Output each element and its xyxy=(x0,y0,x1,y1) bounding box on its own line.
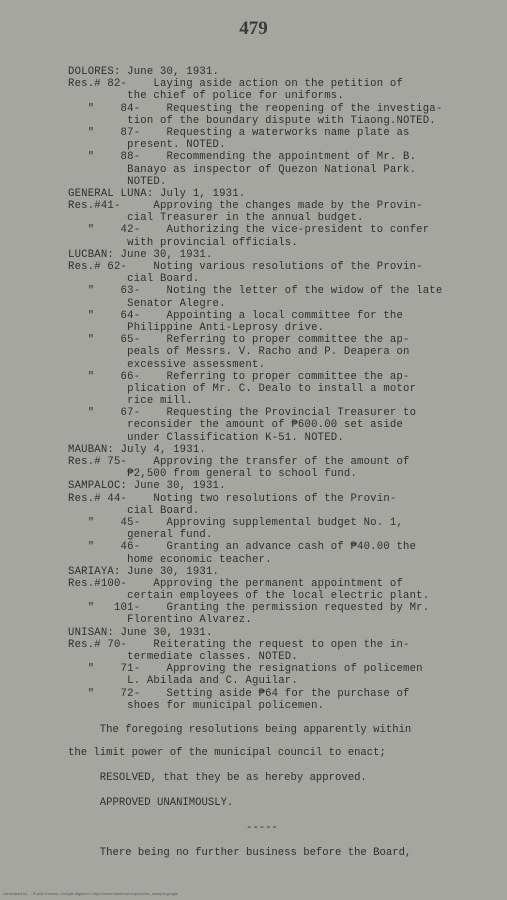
document-line: " 101- Granting the permission requested by Mr. xyxy=(68,602,430,615)
document-line: SAMPALOC: June 30, 1931. xyxy=(68,480,226,493)
document-line: plication of Mr. C. Dealo to install a motor xyxy=(68,382,417,395)
document-line: " 42- Authorizing the vice-president to confer xyxy=(68,224,430,237)
document-line: home economic teacher. xyxy=(68,553,272,566)
document-line: MAUBAN: July 4, 1931. xyxy=(68,443,206,456)
document-line: Res.#41- Approving the changes made by the Provin- xyxy=(68,200,423,213)
document-line: " 66- Referring to proper committee the ap- xyxy=(68,370,410,383)
document-line: UNISAN: June 30, 1931. xyxy=(68,626,213,639)
document-line: " 87- Requesting a waterworks name plate as xyxy=(68,126,410,139)
document-line: Senator Alegre. xyxy=(68,297,226,310)
closing-paragraph-line-1: The foregoing resolutions being apparently within xyxy=(68,724,412,736)
document-line: L. Abilada and C. Aguilar. xyxy=(68,675,298,688)
document-line: the chief of police for uniforms. xyxy=(68,90,344,103)
document-line: Banayo as inspector of Quezon National Park. xyxy=(68,163,417,176)
document-line: reconsider the amount of ₱600.00 set aside xyxy=(68,419,404,432)
document-line: shoes for municipal policemen. xyxy=(68,699,325,712)
document-line: Res.# 62- Noting various resolutions of the Provin- xyxy=(68,261,423,273)
document-line: LUCBAN: June 30, 1931. xyxy=(68,248,213,261)
document-line: cial Board. xyxy=(68,504,200,517)
section-divider: ----- xyxy=(246,822,278,834)
document-line: ₱2,500 from general to school fund. xyxy=(68,468,358,481)
document-line: " 63- Noting the letter of the widow of the late xyxy=(68,285,443,298)
document-line: under Classification K-51. NOTED. xyxy=(68,431,344,444)
document-line: Florentino Alvarez. xyxy=(68,614,252,627)
document-line: rice mill. xyxy=(68,395,193,408)
resolved-line: RESOLVED, that they be as hereby approved. xyxy=(68,772,367,784)
footer-note: Generated by ... Public Domain, Google-digitized / http://www.hathitrust.org/access_use#pd-google xyxy=(3,891,179,896)
document-line: present. NOTED. xyxy=(68,139,226,152)
document-line: " 84- Requesting the reopening of the investiga- xyxy=(68,102,443,115)
document-line: Res.# 75- Approving the transfer of the amount of xyxy=(68,456,410,468)
document-line: Res.# 44- Noting two resolutions of the Provin- xyxy=(68,492,397,505)
document-line: GENERAL LUNA: July 1, 1931. xyxy=(68,187,246,200)
document-line: Res.# 82- Laying aside action on the petition of xyxy=(68,78,404,91)
document-line: " 65- Referring to proper committee the ap- xyxy=(68,334,410,347)
document-line: Res.# 70- Reiterating the request to open the in- xyxy=(68,638,410,651)
document-line: certain employees of the local electric plant. xyxy=(68,590,430,603)
document-line: " 67- Requesting the Provincial Treasurer to xyxy=(68,407,417,420)
document-line: cial Treasurer in the annual budget. xyxy=(68,212,364,225)
document-line: " 46- Granting an advance cash of ₱40.00 the xyxy=(68,541,417,554)
document-line: " 45- Approving supplemental budget No. 1, xyxy=(68,516,404,529)
document-line: termediate classes. NOTED. xyxy=(68,651,298,663)
page-number: 479 xyxy=(239,18,268,39)
document-line: peals of Messrs. V. Racho and P. Deapera on xyxy=(68,346,410,359)
approved-line: APPROVED UNANIMOUSLY. xyxy=(68,797,234,809)
document-line: Res.#100- Approving the permanent appointment of xyxy=(68,577,404,590)
document-line: general fund. xyxy=(68,529,213,542)
document-line: Philippine Anti-Leprosy drive. xyxy=(68,321,325,334)
document-line: cial Board. xyxy=(68,273,200,286)
document-line: SARIAYA: June 30, 1931. xyxy=(68,565,220,578)
document-line: tion of the boundary dispute with Tiaong.NOTED. xyxy=(68,114,436,127)
document-line: " 64- Appointing a local committee for the xyxy=(68,309,404,322)
document-line: " 88- Recommending the appointment of Mr. B. xyxy=(68,151,417,164)
closing-paragraph-line-2: the limit power of the municipal council to enact; xyxy=(68,747,386,759)
document-line: with provincial officials. xyxy=(68,236,298,249)
document-line: excessive assessment. xyxy=(68,358,266,371)
final-line: There being no further business before the Board, xyxy=(68,847,412,859)
document-line: " 71- Approving the resignations of policemen xyxy=(68,663,423,676)
document-line: NOTED. xyxy=(68,175,167,188)
resolutions-list xyxy=(68,66,498,712)
document-line: " 72- Setting aside ₱64 for the purchase of xyxy=(68,687,410,700)
document-line: DOLORES: June 30, 1931. xyxy=(68,66,220,78)
